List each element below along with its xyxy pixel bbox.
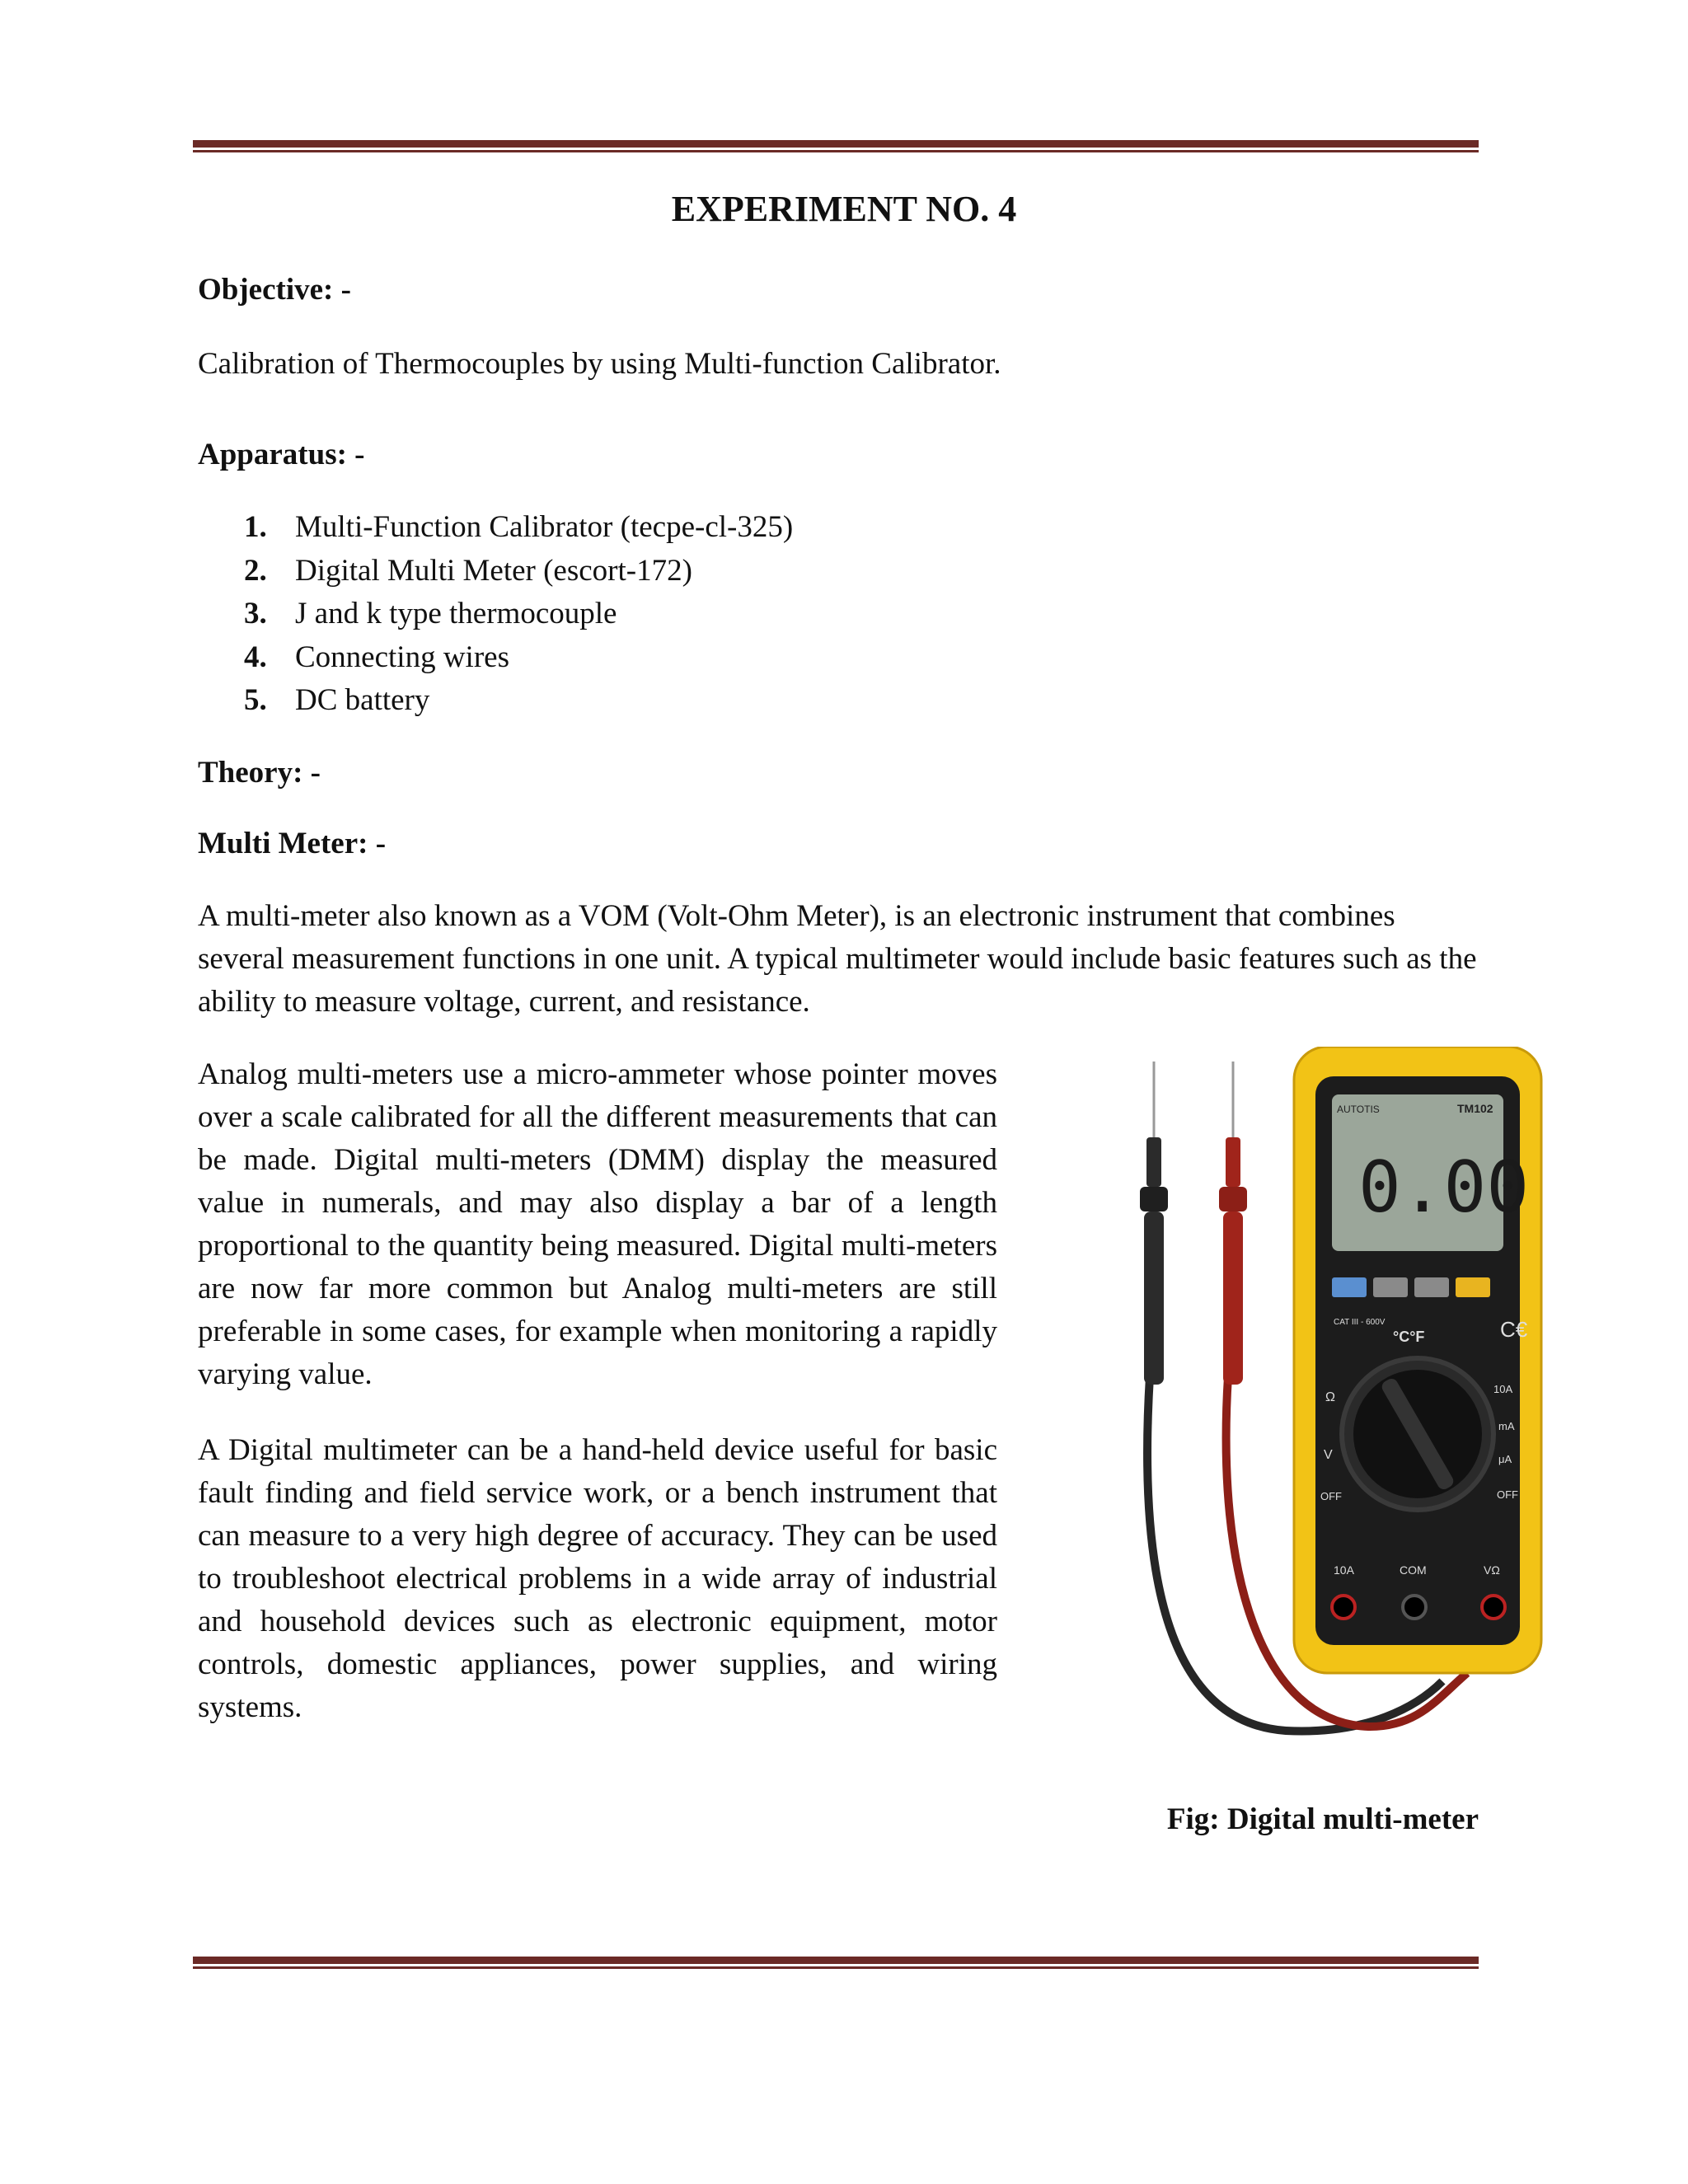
v-ohm-jack <box>1482 1596 1505 1619</box>
svg-text:°C°F: °C°F <box>1393 1329 1425 1345</box>
list-item: 4. Connecting wires <box>244 640 509 674</box>
svg-text:10A: 10A <box>1493 1383 1513 1395</box>
model-label: TM102 <box>1457 1102 1493 1115</box>
svg-text:OFF: OFF <box>1320 1490 1342 1502</box>
apparatus-heading: Apparatus: - <box>198 438 365 471</box>
mode-button <box>1332 1277 1367 1297</box>
svg-text:VΩ: VΩ <box>1484 1563 1500 1577</box>
cat-rating: CAT III - 600V <box>1334 1318 1386 1327</box>
brand-label: AUTOTIS <box>1337 1104 1380 1115</box>
svg-text:Ω: Ω <box>1325 1390 1335 1404</box>
red-probe-handle <box>1226 1137 1240 1187</box>
multimeter-subheading: Multi Meter: - <box>198 827 387 860</box>
objective-text: Calibration of Thermocouples by using Multi-function Calibrator. <box>198 347 1001 381</box>
list-item: 2. Digital Multi Meter (escort-172) <box>244 553 692 588</box>
list-item: 3. J and k type thermocouple <box>244 597 617 630</box>
display-reading: 0.00 <box>1358 1146 1530 1229</box>
svg-text:OFF: OFF <box>1497 1488 1518 1501</box>
svg-text:μA: μA <box>1498 1453 1512 1465</box>
10a-jack <box>1332 1596 1355 1619</box>
theory-heading: Theory: - <box>198 756 321 790</box>
black-probe-handle <box>1146 1137 1161 1187</box>
svg-text:V: V <box>1324 1448 1333 1462</box>
theory-paragraph-2: Analog multi-meters use a micro-ammeter whose pointer moves over a scale calibrated for all the different measurements that can be made. Digital multi-meters (DMM) display the measured value in numerals, and may also display a bar of a length proportional to the quantity being measured. Digital multi-meters are now far more common but Analog multi-meters are still preferable in some cases, for example when monitoring a rapidly varying value. <box>198 1057 997 1391</box>
objective-heading: Objective: - <box>198 273 351 307</box>
multimeter-image <box>1121 1047 1550 1755</box>
maxmin-button <box>1456 1277 1490 1297</box>
svg-text:C€: C€ <box>1500 1317 1528 1342</box>
theory-paragraph-3: A Digital multimeter can be a hand-held device useful for basic fault finding and field service work, or a bench instrument that can measure to a very high degree of accuracy. They can be used to troubleshoot electrical problems in a wide array of industrial and household devices such as electronic equipment, motor controls, domestic appliances, power supplies, and wiring systems. <box>198 1433 997 1724</box>
range-button <box>1373 1277 1408 1297</box>
svg-text:10A: 10A <box>1334 1563 1354 1577</box>
list-item: 1. Multi-Function Calibrator (tecpe-cl-325) <box>244 510 794 544</box>
svg-text:COM: COM <box>1400 1563 1427 1577</box>
theory-paragraph-1: A multi-meter also known as a VOM (Volt-Ohm Meter), is an electronic instrument that combines several measurement functions in one unit. A typical multimeter would include basic features such as the ability to measure voltage, current, and resistance. <box>198 899 1477 1019</box>
bottom-rule <box>193 1957 1479 1969</box>
svg-text:mA: mA <box>1498 1420 1515 1432</box>
apparatus-list <box>244 506 793 723</box>
page-title: EXPERIMENT NO. 4 <box>671 189 1017 229</box>
com-jack <box>1403 1596 1426 1619</box>
figure-caption: Fig: Digital multi-meter <box>1166 1802 1479 1836</box>
list-item: 5. DC battery <box>244 683 430 717</box>
top-rule <box>193 140 1479 152</box>
hold-button <box>1414 1277 1449 1297</box>
